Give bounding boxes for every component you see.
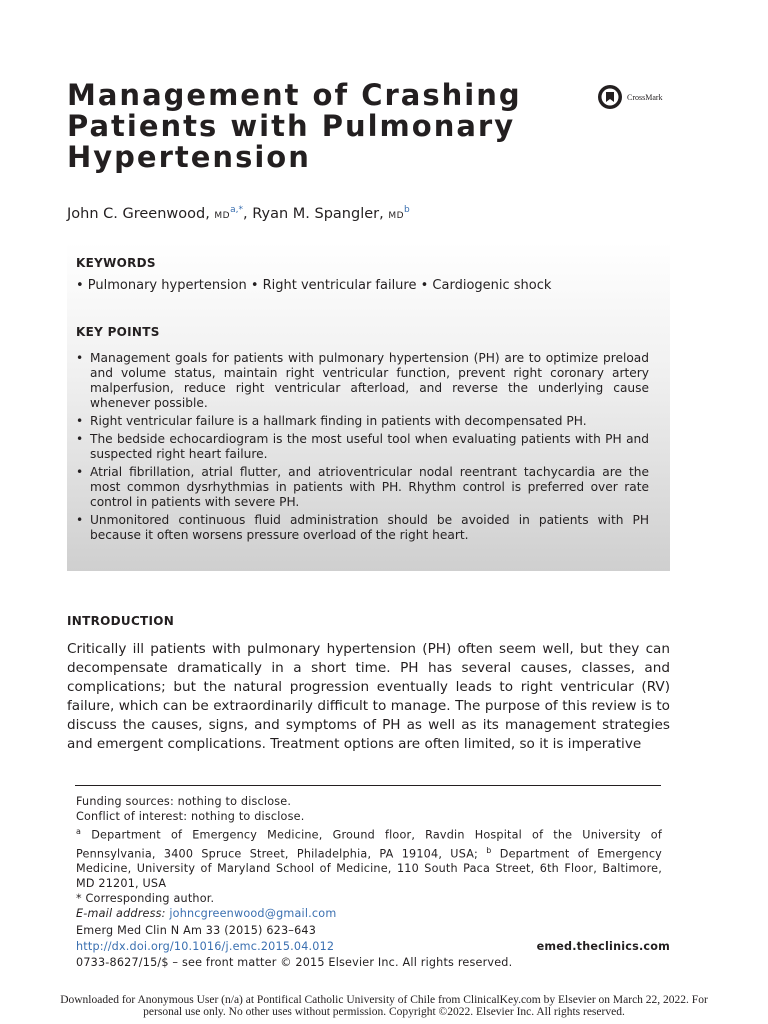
journal-citation: Emerg Med Clin N Am 33 (2015) 623–643 [76, 924, 317, 937]
crossmark-label: CrossMark [627, 92, 663, 102]
list-item: • The bedside echocardiogram is the most useful tool when evaluating patients with PH and suspected right heart failure. [76, 432, 649, 462]
key-points-list [76, 351, 649, 546]
author-affiliation-link[interactable]: a,* [230, 205, 244, 215]
list-item: • Right ventricular failure is a hallmark finding in patients with decompensated PH. [76, 414, 649, 429]
email-label: E-mail address: [76, 907, 166, 921]
author-list: John C. Greenwood, $MD^{a,*}$, Ryan M. Spangler, $MD^b$ [67, 205, 410, 222]
list-item: • Unmonitored continuous fluid administration should be avoided in patients with PH because it often worsens pressure overload of the right heart. [76, 513, 649, 543]
keywords-keypoints-box [67, 243, 670, 571]
footnote-divider [75, 785, 661, 786]
author-degree: MD [214, 210, 231, 221]
issn-line: 0733-8627/15/$ – see front matter © 2015 Elsevier Inc. All rights reserved. [76, 956, 513, 969]
section-heading-introduction: INTRODUCTION [67, 614, 175, 628]
author-degree: MD [388, 210, 405, 221]
affiliations [76, 824, 662, 891]
funding-note: Funding sources: nothing to disclose. [76, 795, 292, 808]
doi-link[interactable]: http://dx.doi.org/10.1016/j.emc.2015.04.012 [76, 940, 335, 953]
author-name: John C. Greenwood, [67, 205, 210, 222]
list-item: • Management goals for patients with pulmonary hypertension (PH) are to optimize preload and volume status, maintain right ventricular function, prevent right coronary artery malperfusion, reduce right ventricular afterload, and reverse the underlying cause whenever possible. [76, 351, 649, 411]
article-title: Management of Crashing Patients with Pulmonary Hypertension [67, 78, 522, 174]
email-link[interactable]: johncgreenwood@gmail.com [169, 907, 337, 921]
journal-site-link[interactable]: emed.theclinics.com [536, 940, 670, 953]
email-line [76, 906, 662, 921]
key-points-heading: KEY POINTS [76, 325, 160, 339]
keywords-list: • Pulmonary hypertension • Right ventricular failure • Cardiogenic shock [76, 278, 552, 293]
affiliation-b: Department of Emergency Medicine, University of Maryland School of Medicine, 110 South Paca Street, 6th Floor, Baltimore, MD 21201, USA [76, 847, 663, 891]
crossmark-icon [597, 84, 623, 110]
crossmark-badge[interactable] [597, 84, 663, 110]
download-notice: Downloaded for Anonymous User (n/a) at Pontifical Catholic University of Chile from ClinicalKey.com by Elsevier on March 22, 2022. For personal use only. No other uses without permission. Copyright ©2022. Elsevier Inc. All rights reserved. [60, 994, 708, 1018]
citation-block [76, 923, 670, 971]
affiliation-a: Department of Emergency Medicine, Ground floor, Ravdin Hospital of the University of Pennsylvania, 3400 Spruce Street, Philadelphia, PA 19104, USA; [76, 828, 662, 861]
author-affiliation-link[interactable]: b [404, 205, 410, 215]
author-name: Ryan M. Spangler, [252, 205, 384, 222]
affiliation-mark: b [486, 845, 492, 855]
list-item: • Atrial fibrillation, atrial flutter, and atrioventricular nodal reentrant tachycardia are the most common dysrhythmias in patients with PH. Rhythm control is preferred over rate control in patients with severe PH. [76, 465, 649, 510]
footnotes [76, 794, 662, 921]
affiliation-mark: a [76, 827, 82, 836]
introduction-paragraph: Critically ill patients with pulmonary hypertension (PH) often seem well, but they can decompensate dramatically in a short time. PH has several causes, classes, and complications; but the natural progression eventually leads to right ventricular (RV) failure, which can be extraordinarily difficult to manage. The purpose of this review is to discuss the causes, signs, and symptoms of PH as well as its management strategies and emergent complications. Treatment options are often limited, so it is imperative [67, 641, 670, 752]
keywords-heading: KEYWORDS [76, 256, 156, 270]
conflict-note: Conflict of interest: nothing to disclose. [76, 810, 305, 823]
corresponding-author-note: * Corresponding author. [76, 892, 215, 906]
